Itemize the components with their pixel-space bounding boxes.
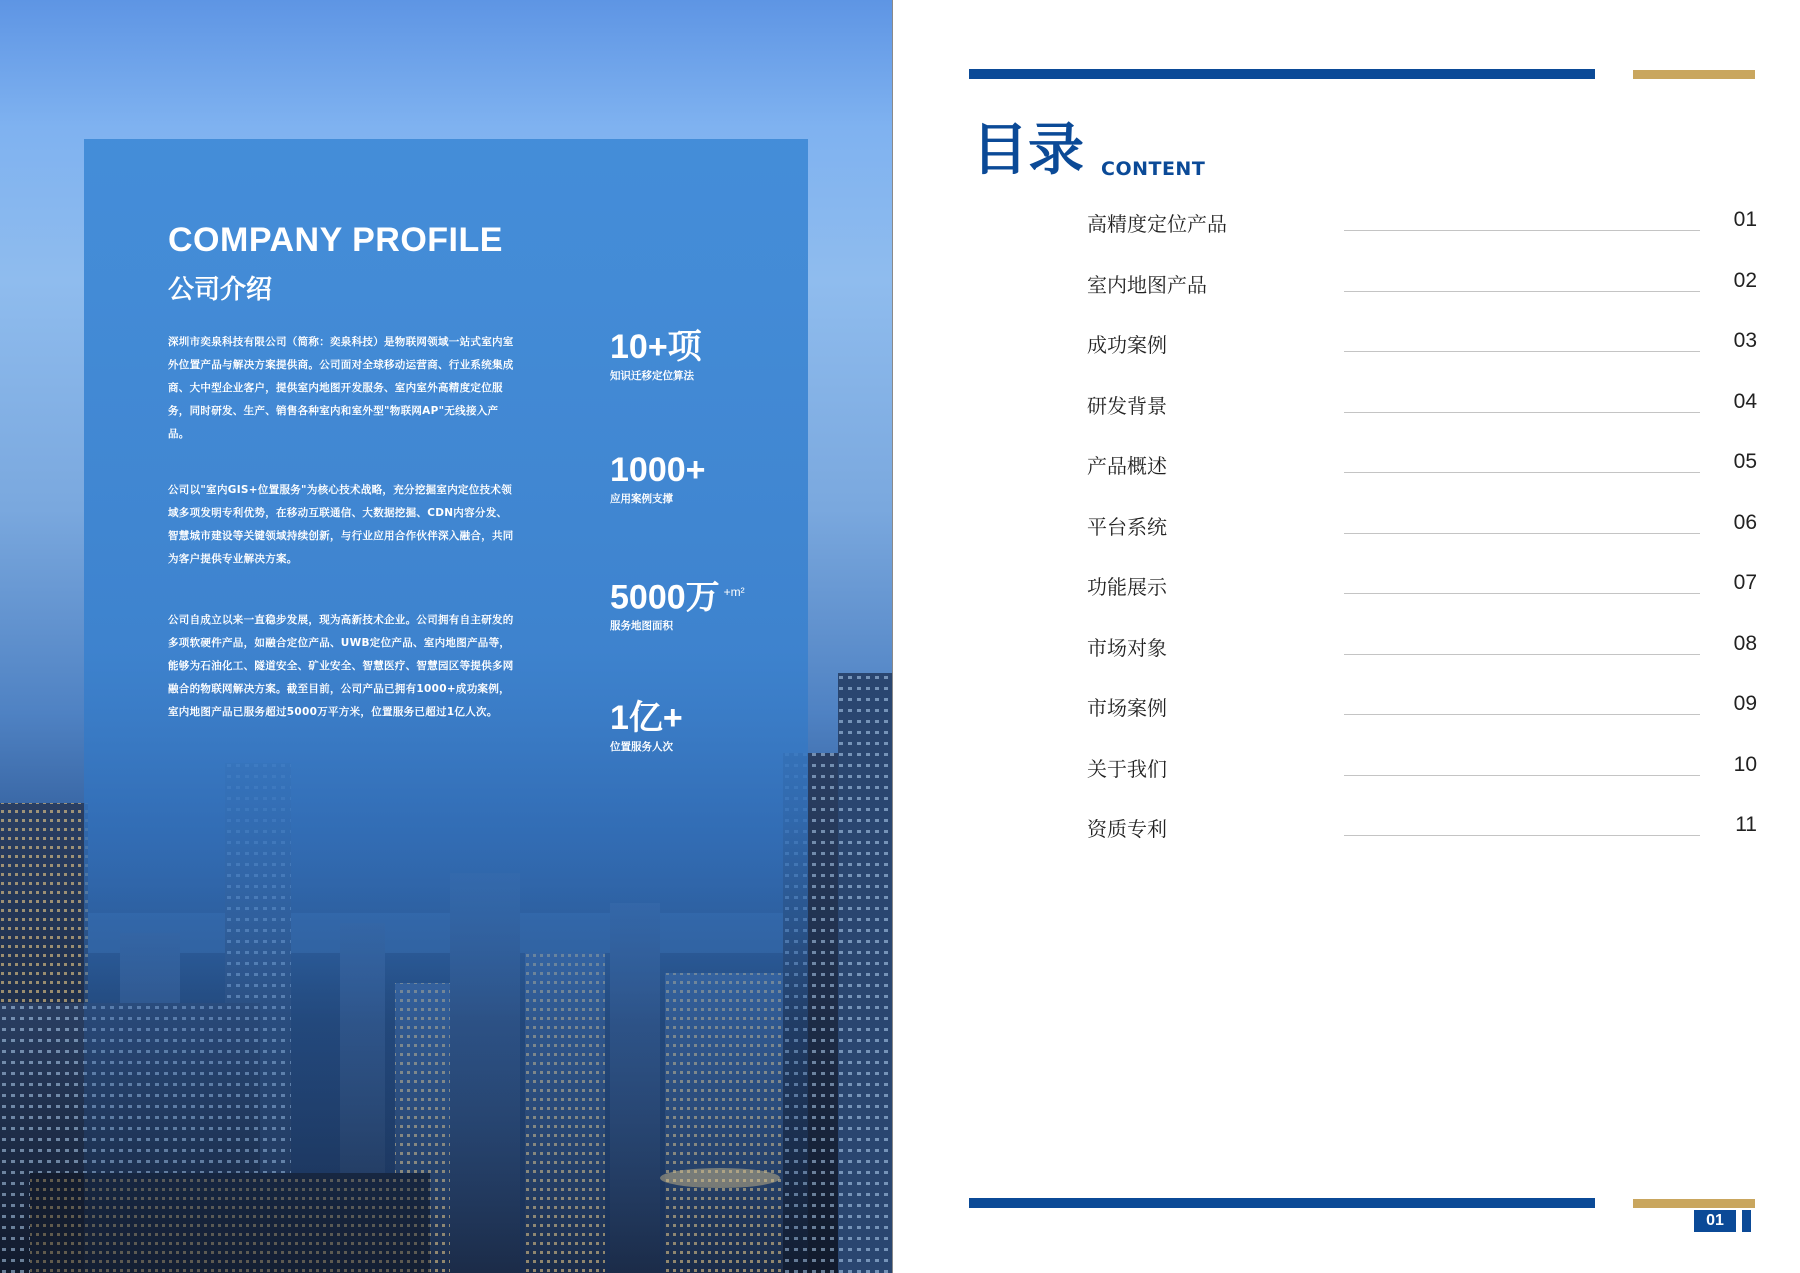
page-divider (892, 0, 893, 1273)
toc-item[interactable] (1087, 323, 1757, 384)
stat-label: 服务地图面积 (610, 620, 673, 633)
page-number: 01 (1694, 1210, 1736, 1232)
stat-cases (610, 451, 706, 506)
toc-leader-line (1344, 472, 1700, 473)
stat-value: 1000+ (610, 451, 706, 489)
right-page-toc (894, 0, 1800, 1273)
profile-title: COMPANY PROFILE (168, 221, 503, 259)
toc-leader-line (1344, 654, 1700, 655)
toc-leader-line (1344, 412, 1700, 413)
toc-item-page: 03 (1733, 329, 1757, 352)
stat-value: 10+项 (610, 328, 702, 366)
page-number-tab (1742, 1210, 1751, 1232)
toc-item-label: 资质专利 (1087, 817, 1167, 841)
toc-item[interactable] (1087, 626, 1757, 687)
toc-item-page: 10 (1733, 752, 1757, 776)
toc-leader-line (1344, 593, 1700, 594)
bottom-gold-rule (1633, 1199, 1755, 1208)
toc-item[interactable] (1087, 202, 1757, 263)
toc-item-page: 07 (1733, 571, 1757, 594)
profile-paragraph: 深圳市奕泉科技有限公司（简称：奕泉科技）是物联网领域一站式室内室外位置产品与解决方案提供商。公司面对全球移动运营商、行业系统集成商、大中型企业客户，提供室内地图开发服务、室内室外高精度定位服务，同时研发、生产、销售各种室内和室外型"物联网AP"无线接入产品。 (168, 336, 514, 440)
toc-item-label: 关于我们 (1087, 756, 1167, 781)
toc-item-page: 05 (1733, 450, 1757, 473)
toc-item-label: 功能展示 (1087, 575, 1167, 599)
toc-item-label: 产品概述 (1087, 454, 1167, 478)
toc-leader-line (1344, 230, 1700, 231)
stat-value: 1亿+ (610, 699, 683, 737)
stat-value: 5000万 $^{+m^2}$ (610, 578, 745, 617)
profile-paragraph: 公司以"室内GIS+位置服务"为核心技术战略，充分挖掘室内定位技术领域多项发明专利优势，在移动互联通信、大数据挖掘、CDN内容分发、智慧城市建设等关键领域持续创新，与行业应用合作伙伴深入融合，共同为客户提供专业解决方案。 (168, 484, 514, 565)
toc-heading: 目录 (972, 118, 1084, 183)
toc-item[interactable] (1087, 444, 1757, 505)
toc-item-label: 市场案例 (1087, 696, 1167, 720)
stat-map-area (610, 573, 745, 633)
toc-leader-line (1344, 351, 1700, 352)
top-blue-rule (969, 69, 1595, 79)
toc-item[interactable] (1087, 686, 1757, 747)
toc-item-label: 市场对象 (1087, 635, 1167, 660)
toc-item-page: 08 (1733, 631, 1757, 655)
toc-leader-line (1344, 775, 1700, 776)
stat-label: 位置服务人次 (610, 741, 673, 753)
toc-item-label: 室内地图产品 (1087, 272, 1207, 297)
toc-heading-en: CONTENT (1101, 158, 1206, 180)
toc-item[interactable] (1087, 384, 1757, 445)
toc-item[interactable] (1087, 263, 1757, 324)
stat-label: 应用案例支撑 (610, 493, 673, 505)
toc-leader-line (1344, 533, 1700, 534)
top-gold-rule (1633, 70, 1755, 79)
toc-item-label: 成功案例 (1087, 333, 1167, 357)
toc-item-label: 高精度定位产品 (1087, 212, 1227, 236)
toc-item-page: 09 (1733, 692, 1757, 715)
toc-item[interactable] (1087, 807, 1757, 868)
toc-item[interactable] (1087, 747, 1757, 808)
bottom-blue-rule (969, 1198, 1595, 1208)
profile-subtitle: 公司介绍 (168, 275, 273, 305)
stat-users (610, 699, 683, 754)
stat-algorithms (610, 328, 702, 383)
left-page-cover (0, 0, 893, 1273)
toc-item-page: 02 (1733, 268, 1757, 292)
toc-item-page: 06 (1733, 510, 1757, 534)
toc-list (1087, 202, 1757, 868)
toc-item-label: 平台系统 (1087, 514, 1167, 539)
stat-label: 知识迁移定位算法 (610, 370, 694, 382)
toc-item[interactable] (1087, 565, 1757, 626)
toc-leader-line (1344, 291, 1700, 292)
toc-item-page: 11 (1735, 813, 1757, 836)
profile-panel (84, 139, 808, 1273)
toc-leader-line (1344, 714, 1700, 715)
toc-item-page: 01 (1733, 208, 1757, 231)
profile-paragraph: 公司自成立以来一直稳步发展，现为高新技术企业。公司拥有自主研发的多项软硬件产品，如融合定位产品、UWB定位产品、室内地图产品等，能够为石油化工、隧道安全、矿业安全、智慧医疗、智慧园区等提供多网融合的物联网解决方案。截至目前，公司产品已拥有1000+成功案例，室内地图产品已服务超过5000万平方米，位置服务已超过1亿人次。 (168, 614, 514, 718)
toc-item[interactable] (1087, 505, 1757, 566)
toc-item-label: 研发背景 (1087, 393, 1167, 418)
stat-unit: +m² (723, 585, 745, 599)
toc-leader-line (1344, 835, 1700, 836)
toc-item-page: 04 (1733, 389, 1757, 413)
